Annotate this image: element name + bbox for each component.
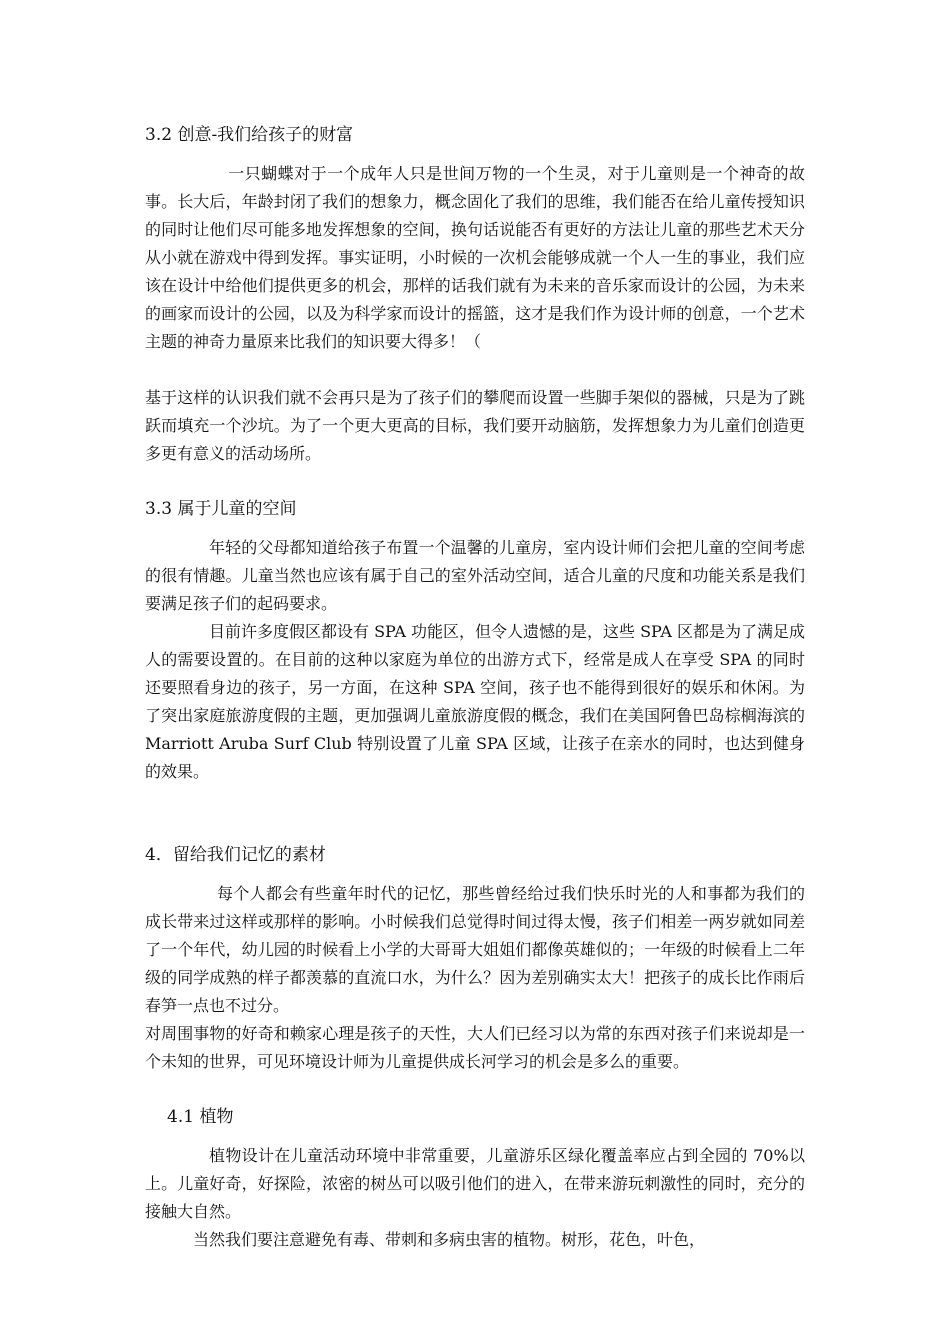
document-body xyxy=(145,118,805,1254)
spacer xyxy=(145,356,805,384)
paragraph: 目前许多度假区都设有 SPA 功能区，但令人遗憾的是，这些 SPA 区都是为了满足成人的需要设置的。在目前的这种以家庭为单位的出游方式下，经常是成人在享受 SPA 的同时还要照看身边的孩子，另一方面，在这种 SPA 空间，孩子也不能得到很好的娱乐和休闲。为了突出家庭旅游度假的主题，更加强调儿童旅游度假的概念，我们在美国阿鲁巴岛棕榈海滨的 Marriott Aruba Surf Club 特别设置了儿童 SPA 区域，让孩子在亲水的同时，也达到健身的效果。 xyxy=(145,622,805,781)
paragraph: 每个人都会有些童年时代的记忆，那些曾经给过我们快乐时光的人和事都为我们的成长带来过这样或那样的影响。小时候我们总觉得时间过得太慢，孩子们相差一两岁就如同差了一个年代，幼儿园的时候看上小学的大哥哥大姐姐们都像英雄似的；一年级的时候看上二年级的同学成熟的样子都羡慕的直流口水，为什么？因为差别确实太大！把孩子的成长比作雨后春笋一点也不过分。 xyxy=(145,884,805,1015)
section-heading-3-2: 3.2 创意-我们给孩子的财富 xyxy=(145,125,354,145)
paragraph: 对周围事物的好奇和赖家心理是孩子的天性，大人们已经习以为常的东西对孩子们来说却是一个未知的世界，可见环境设计师为儿童提供成长河学习的机会是多么的重要。 xyxy=(145,1024,805,1071)
spacer xyxy=(145,1076,805,1104)
paragraph: 一只蝴蝶对于一个成年人只是世间万物的一个生灵，对于儿童则是一个神奇的故事。长大后，年龄封闭了我们的想象力，概念固化了我们的思维，我们能否在给儿童传授知识的同时让他们尽可能多地发挥想象的空间，换句话说能否有更好的方法让儿童的那些艺术天分从小就在游戏中得到发挥。事实证明，小时候的一次机会能够成就一个人一生的事业，我们应该在设计中给他们提供更多的机会，那样的话我们就有为未来的音乐家而设计的公园，为未来的画家而设计的公园，以及为科学家而设计的摇篮，这才是我们作为设计师的创意，一个艺术主题的神奇力量原来比我们的知识要大得多！（ xyxy=(145,164,805,351)
spacer xyxy=(145,468,805,496)
paragraph: 年轻的父母都知道给孩子布置一个温馨的儿童房，室内设计师们会把儿童的空间考虑的很有情趣。儿童当然也应该有属于自己的室外活动空间，适合儿童的尺度和功能关系是我们要满足孩子们的起码要求。 xyxy=(145,538,805,613)
section-heading-4: 4．留给我们记忆的素材 xyxy=(145,845,326,865)
paragraph: 基于这样的认识我们就不会再只是为了孩子们的攀爬而设置一些脚手架似的器械，只是为了跳跃而填充一个沙坑。为了一个更大更高的目标，我们要开动脑筋，发挥想象力为儿童们创造更多更有意义的活动场所。 xyxy=(145,388,805,463)
spacer xyxy=(145,786,805,842)
paragraph: 当然我们要注意避免有毒、带刺和多病虫害的植物。树形，花色，叶色， xyxy=(193,1230,706,1249)
section-heading-3-3: 3.3 属于儿童的空间 xyxy=(145,499,297,519)
paragraph: 植物设计在儿童活动环境中非常重要，儿童游乐区绿化覆盖率应占到全园的 70%以上。儿童好奇，好探险，浓密的树丛可以吸引他们的进入，在带来游玩刺激性的同时，充分的接触大自然。 xyxy=(145,1146,805,1221)
section-heading-4-1: 4.1 植物 xyxy=(167,1107,234,1127)
